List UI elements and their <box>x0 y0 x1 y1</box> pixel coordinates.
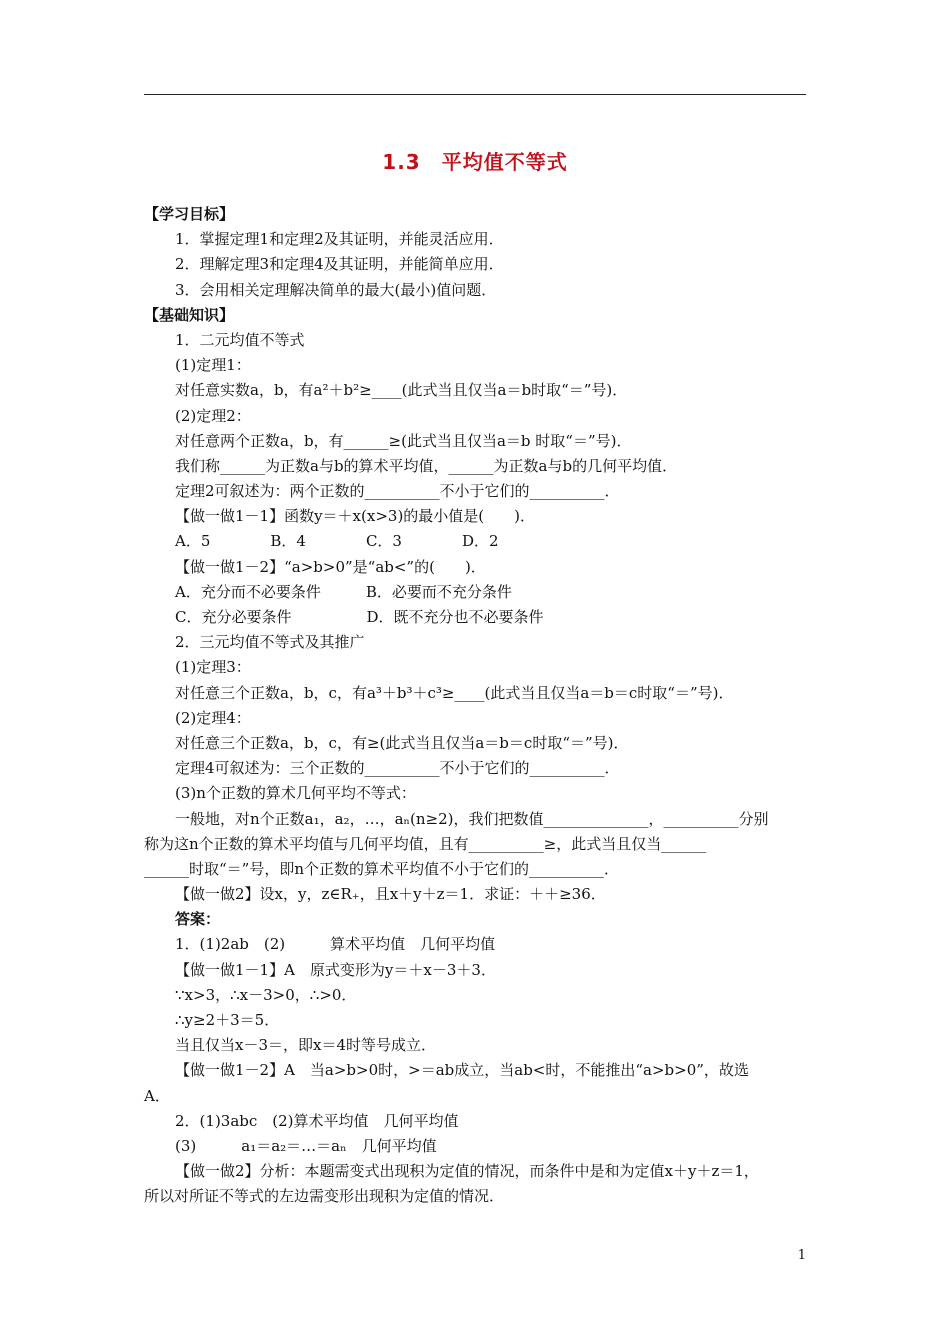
text-line: (2)定理4： <box>175 708 251 727</box>
page-number: 1 <box>797 1248 806 1263</box>
text-line: ∴y≥2＋3＝5． <box>175 1011 280 1029</box>
text-line: 2．三元均值不等式及其推广 <box>175 633 365 652</box>
text-line: 对任意实数a，b，有a²＋b²≥____(此式当且仅当a＝b时取“＝”号)． <box>175 381 628 400</box>
text-line: (3) a₁＝a₂＝…＝aₙ 几何平均值 <box>175 1136 437 1155</box>
text-line: 2．理解定理3和定理4及其证明，并能简单应用． <box>175 255 504 274</box>
text-line: 1．(1)2ab (2) 算术平均值 几何平均值 <box>175 935 496 954</box>
section-heading: 【学习目标】 <box>144 205 235 223</box>
text-line: 【做一做1－2】“a>b>0”是“ab<”的( )． <box>175 557 486 576</box>
text-line: 【做一做2】设x，y，z∈R₊，且x＋y＋z＝1．求证：＋＋≥36． <box>175 885 606 904</box>
text-line: 定理4可叙述为：三个正数的__________不小于它们的__________． <box>175 759 620 778</box>
text-line: C．充分必要条件 D．既不充分也不必要条件 <box>175 608 544 626</box>
text-line: 对任意三个正数a，b，c，有a³＋b³＋c³≥____(此式当且仅当a＝b＝c时取“＝”号)． <box>175 683 734 702</box>
text-line: ______时取“＝”号，即n个正数的算术平均值不小于它们的__________． <box>144 859 619 878</box>
document-body <box>144 202 806 1210</box>
text-line: 定理2可叙述为：两个正数的__________不小于它们的__________． <box>175 482 620 501</box>
text-line: 【做一做1－1】函数y＝＋x(x>3)的最小值是( )． <box>175 507 536 526</box>
text-line: 【做一做1－1】A 原式变形为y＝＋x－3＋3． <box>175 960 496 979</box>
text-line: 对任意两个正数a，b，有______≥(此式当且仅当a＝b 时取“＝”号)． <box>175 431 632 450</box>
text-line: (2)定理2： <box>175 406 251 425</box>
text-line: 3．会用相关定理解决简单的最大(最小)值问题． <box>175 280 497 299</box>
text-line: 【做一做1－2】A 当a>b>0时，>＝ab成立，当ab<时，不能推出“a>b>0”，故选 <box>175 1061 749 1080</box>
text-line: (3)n个正数的算术几何平均不等式： <box>175 784 416 803</box>
section-heading: 【基础知识】 <box>144 305 235 324</box>
text-line: ∵x>3，∴x－3>0，∴>0． <box>175 985 357 1004</box>
text-line: 所以对所证不等式的左边需变形出现积为定值的情况． <box>144 1187 505 1206</box>
text-line: (1)定理3： <box>175 658 251 677</box>
text-line: 1．掌握定理1和定理2及其证明，并能灵活应用． <box>175 230 504 249</box>
header-rule <box>144 94 806 95</box>
text-line: 1．二元均值不等式 <box>175 330 305 349</box>
text-line: A．5 B．4 C．3 D．2 <box>175 532 499 551</box>
text-line: 一般地，对n个正数a₁，a₂，…，aₙ(n≥2)，我们把数值______________，__________分别 <box>175 809 769 828</box>
text-line: A． <box>144 1086 170 1105</box>
text-line: 我们称______为正数a与b的算术平均值，______为正数a与b的几何平均值． <box>175 456 678 475</box>
text-line: 对任意三个正数a，b，c，有≥(此式当且仅当a＝b＝c时取“＝”号)． <box>175 733 629 752</box>
text-line: 当且仅当x－3＝，即x＝4时等号成立． <box>175 1036 437 1055</box>
text-line: (1)定理1： <box>175 356 251 375</box>
text-line: 【做一做2】分析：本题需变式出现积为定值的情况，而条件中是和为定值x＋y＋z＝1， <box>175 1162 759 1181</box>
page-title: 1.3 平均值不等式 <box>382 150 568 174</box>
section-heading: 答案： <box>175 910 221 929</box>
text-line: A．充分而不必要条件 B．必要而不充分条件 <box>175 582 512 601</box>
text-line: 2．(1)3abc (2)算术平均值 几何平均值 <box>175 1111 459 1130</box>
text-line: 称为这n个正数的算术平均值与几何平均值，且有__________≥，此式当且仅当______ <box>144 834 707 853</box>
